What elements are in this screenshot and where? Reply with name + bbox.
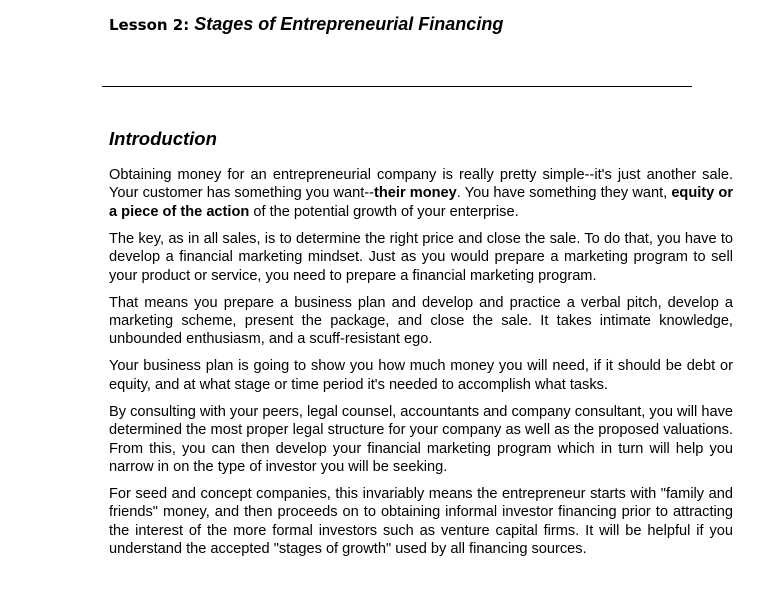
paragraph-1-text-c: . You have something they want, — [456, 185, 672, 202]
paragraph-6: For seed and concept companies, this invariably means the entrepreneur starts with "family and friends" money, and then proceeds on to obtaining informal investor financing prior to attracting the interest of the more formal investors such as venture capital firms. It will be helpful if you understand the accepted "stages of growth" used by all financing sources. — [109, 486, 733, 558]
paragraph-1 — [109, 166, 733, 221]
lesson-name: Stages of Entrepreneurial Financing — [194, 14, 504, 34]
paragraph-1-bold-their-money: their money — [374, 185, 457, 202]
lesson-label: Lesson 2: — [109, 16, 190, 34]
paragraph-2: The key, as in all sales, is to determine the right price and close the sale. To do that, you have to develop a financial marketing mindset. Just as you would prepare a marketing program to sell your product or service, you need to prepare a financial marketing program. — [109, 230, 733, 284]
horizontal-divider — [102, 86, 692, 87]
paragraph-1-bold-equity: equity or a piece of the action — [109, 185, 733, 220]
paragraph-4: Your business plan is going to show you how much money you will need, if it should be debt or equity, and at what stage or time period it's needed to accomplish what tasks. — [109, 358, 733, 393]
body-text — [109, 166, 733, 567]
paragraph-3: That means you prepare a business plan and develop and practice a verbal pitch, develop a marketing scheme, present the package, and close the sale. It takes intimate knowledge, unbounded enthusiasm, and a scuff-resistant ego. — [109, 294, 733, 348]
paragraph-5: By consulting with your peers, legal counsel, accountants and company consultant, you will have determined the most proper legal structure for your company as well as the proposed valuations. From this, you can then develop your financial marketing program which in turn will help you narrow in on the type of investor you will be seeking. — [109, 403, 733, 476]
lesson-title — [109, 14, 503, 35]
section-heading: Introduction — [109, 128, 217, 149]
paragraph-1-text-e: of the potential growth of your enterprise. — [249, 203, 519, 220]
paragraph-1-text-a: Obtaining money for an entrepreneurial company is really pretty simple--it's just another sale. Your customer has something you want-- — [109, 167, 733, 202]
